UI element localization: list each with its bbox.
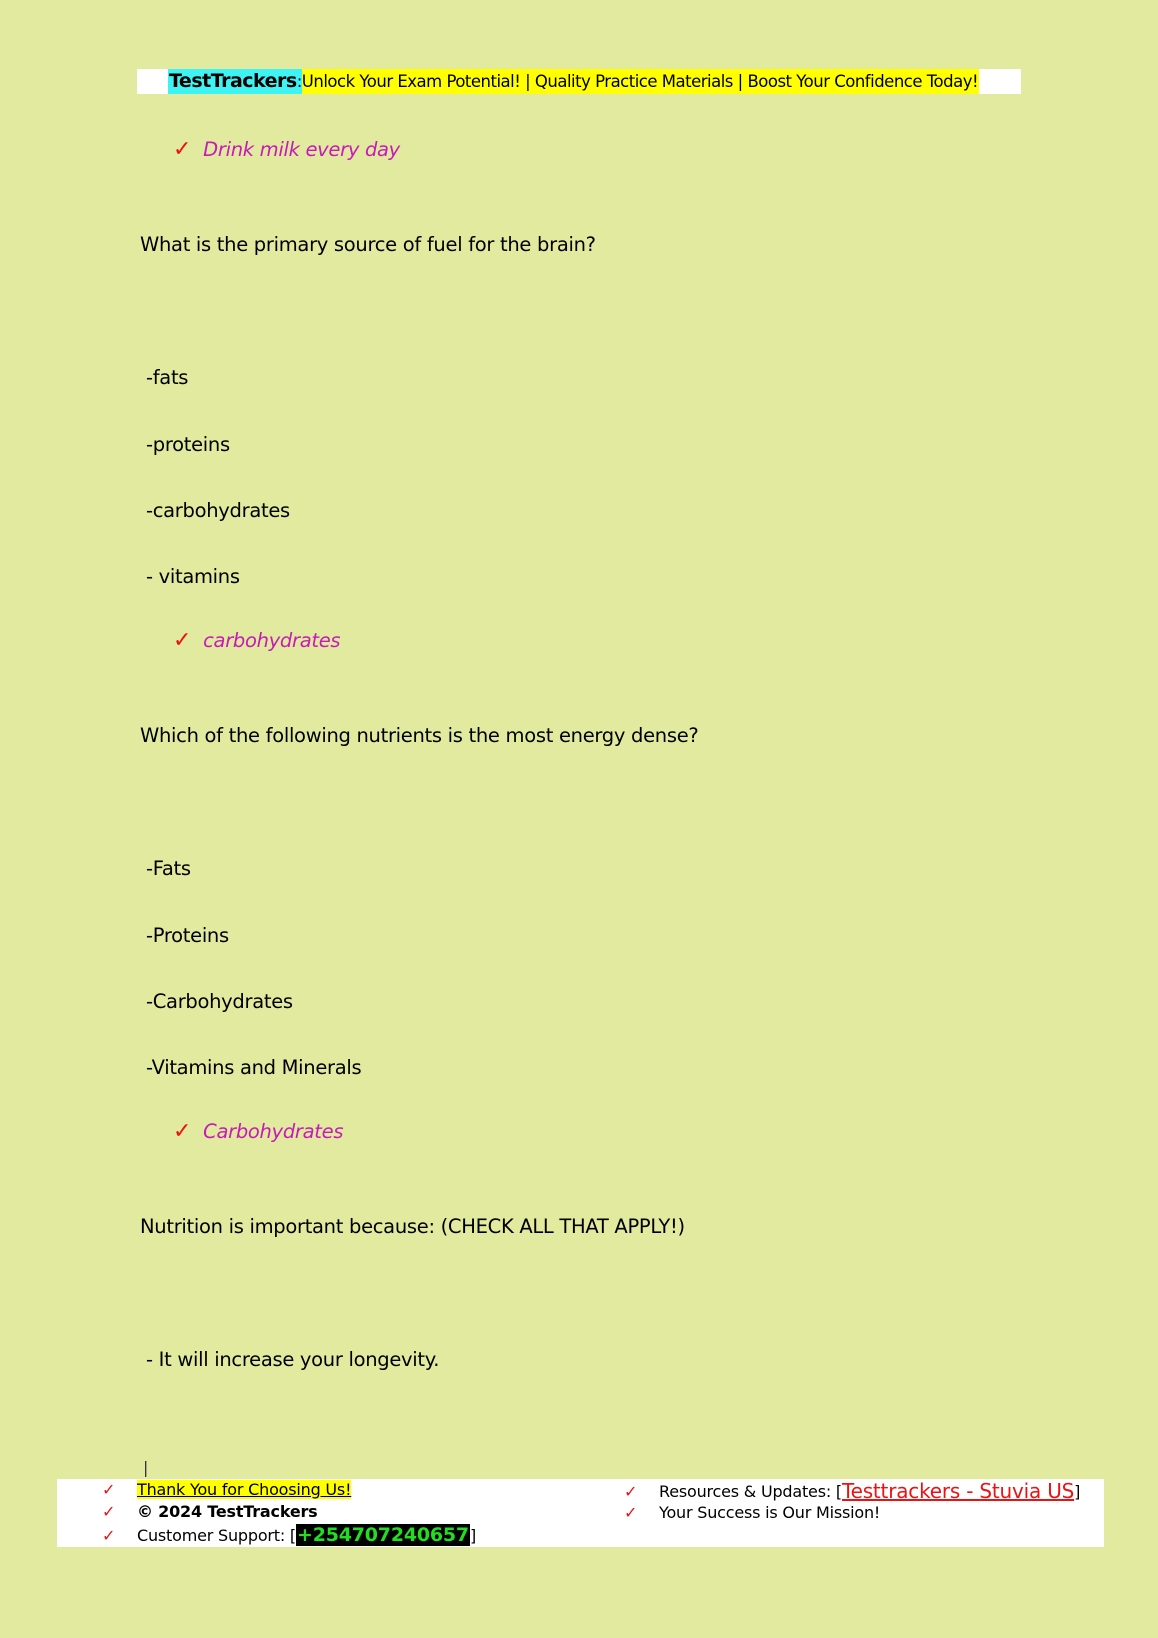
- header-tagline: Unlock Your Exam Potential! | Quality Practice Materials | Boost Your Confidence Today!: [302, 69, 979, 94]
- page-footer: [57, 1479, 1104, 1547]
- footer-support-label: Customer Support: [: [137, 1525, 296, 1545]
- answer-1: [173, 137, 400, 162]
- page-header-banner: [137, 69, 1021, 94]
- support-phone-number[interactable]: +254707240657: [296, 1524, 469, 1546]
- footer-copyright-row: [102, 1502, 318, 1521]
- question-2-option-4: - vitamins: [146, 565, 240, 588]
- text-cursor-mark: |: [143, 1458, 149, 1477]
- question-3-option-1: -Fats: [146, 857, 191, 880]
- check-icon: ✓: [173, 1119, 192, 1144]
- brand-colon: :: [297, 69, 302, 94]
- question-3: Which of the following nutrients is the most energy dense?: [140, 724, 699, 747]
- question-2: What is the primary source of fuel for the brain?: [140, 233, 596, 256]
- footer-resources-label: Resources & Updates: [: [659, 1481, 842, 1501]
- check-icon: ✓: [624, 1481, 638, 1501]
- footer-thanks-row: [102, 1480, 351, 1499]
- footer-resources-close: ]: [1074, 1481, 1081, 1501]
- footer-support-close: ]: [469, 1525, 476, 1545]
- footer-mission: Your Success is Our Mission!: [659, 1503, 881, 1522]
- check-icon: ✓: [102, 1480, 116, 1499]
- question-3-option-3: -Carbohydrates: [146, 990, 293, 1013]
- footer-copyright: © 2024 TestTrackers: [137, 1502, 318, 1521]
- question-3-option-2: -Proteins: [146, 924, 229, 947]
- check-icon: ✓: [102, 1502, 116, 1521]
- answer-3: [173, 1119, 343, 1144]
- question-3-option-4: -Vitamins and Minerals: [146, 1056, 362, 1079]
- answer-3-text: Carbohydrates: [203, 1120, 344, 1143]
- answer-2: [173, 628, 340, 653]
- footer-support-row: [102, 1524, 476, 1546]
- check-icon: ✓: [173, 628, 192, 653]
- brand-name: TestTrackers: [169, 70, 297, 92]
- check-icon: ✓: [624, 1503, 638, 1522]
- header-text-line: [168, 69, 979, 94]
- question-4-option-1: - It will increase your longevity.: [146, 1348, 440, 1371]
- question-2-option-1: -fats: [146, 366, 189, 389]
- footer-mission-row: [624, 1503, 880, 1522]
- answer-1-text: Drink milk every day: [203, 138, 400, 161]
- resources-link[interactable]: Testtrackers - Stuvia US: [841, 1479, 1075, 1503]
- answer-2-text: carbohydrates: [203, 629, 341, 652]
- footer-thanks: Thank You for Choosing Us!: [137, 1480, 352, 1499]
- footer-resources-row: [624, 1479, 1080, 1503]
- question-4: Nutrition is important because: (CHECK ALL THAT APPLY!): [140, 1215, 685, 1238]
- question-2-option-2: -proteins: [146, 433, 230, 456]
- check-icon: ✓: [102, 1525, 116, 1545]
- check-icon: ✓: [173, 137, 192, 162]
- question-2-option-3: -carbohydrates: [146, 499, 290, 522]
